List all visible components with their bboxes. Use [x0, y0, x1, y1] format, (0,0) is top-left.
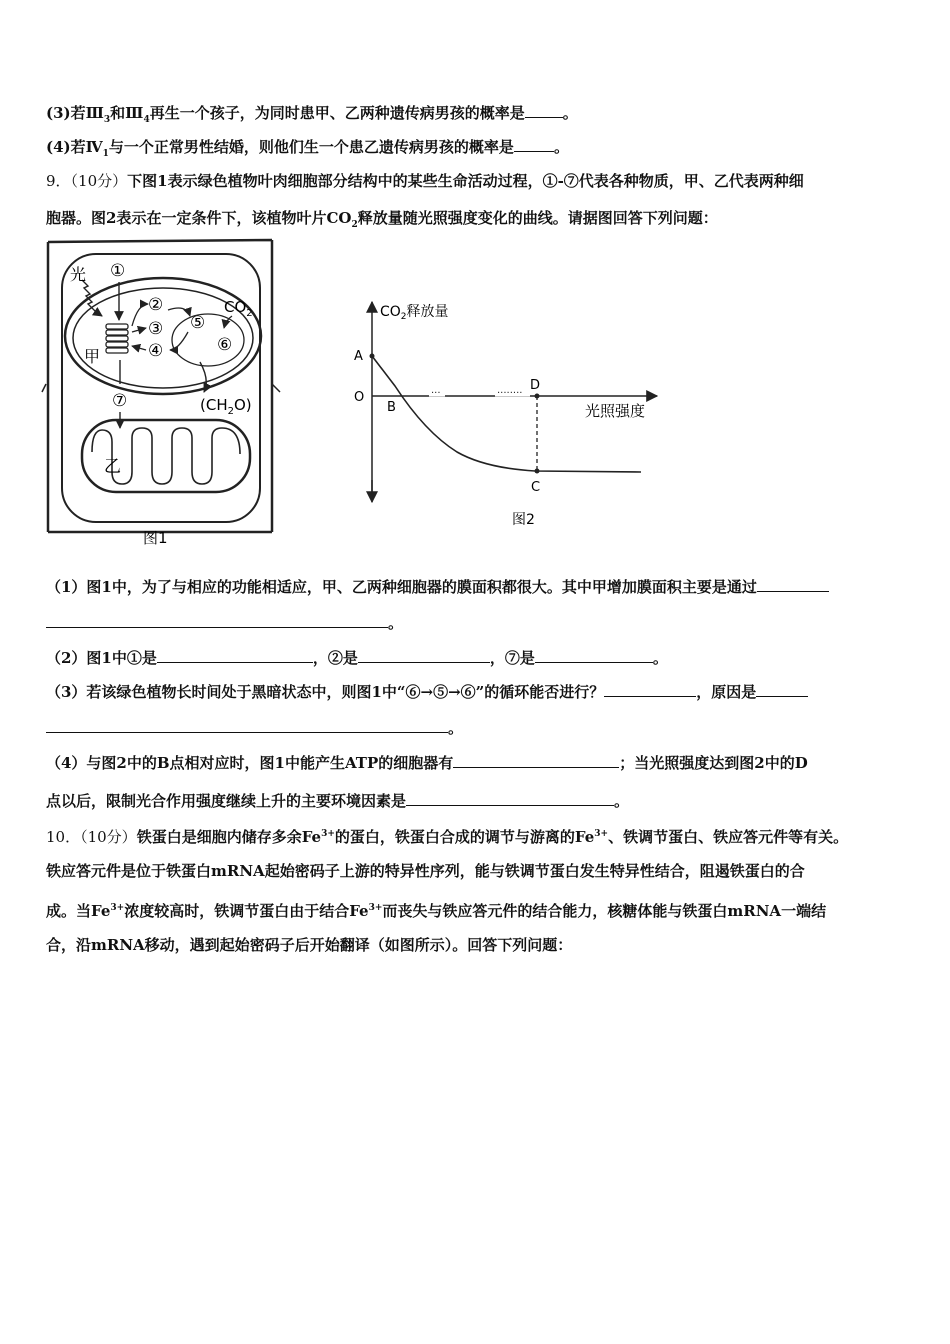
subq-3-line1 [46, 681, 808, 702]
figure-1-leaf-cell [40, 232, 290, 550]
text: 成。当Fe [46, 902, 111, 920]
subq-2-line [46, 647, 668, 668]
answer-blank[interactable] [757, 576, 829, 592]
label-1: ① [110, 261, 126, 281]
question-10-line3 [46, 898, 826, 921]
label-O: O [354, 390, 365, 405]
answer-blank[interactable] [406, 790, 614, 806]
subscript: 3 [103, 115, 111, 125]
figure-2-co2-curve [345, 290, 665, 535]
question-number: 9．（10分） [46, 172, 128, 190]
text: 、铁调节蛋白、铁应答元件等有关。 [608, 828, 849, 846]
superscript: 3+ [110, 903, 125, 913]
subscript: 2 [351, 220, 358, 230]
question-9-stem-line2 [46, 208, 718, 235]
subscript: 4 [143, 115, 150, 125]
text: (3)若Ⅲ [46, 104, 104, 122]
svg-text:···: ··· [431, 388, 441, 399]
subq-4-line2 [46, 790, 629, 811]
label-7: ⑦ [112, 391, 128, 411]
label-C: C [531, 480, 541, 495]
answer-blank[interactable] [46, 612, 388, 628]
superscript: 3+ [368, 903, 383, 913]
superscript: 3+ [321, 829, 335, 839]
answer-blank[interactable] [514, 136, 554, 152]
label-5: ⑤ [190, 313, 206, 333]
figure-2-caption: 图2 [512, 512, 535, 528]
text: 点以后，限制光合作用强度继续上升的主要环境因素是 [46, 792, 407, 810]
text: 。 [652, 649, 668, 667]
point-A [370, 354, 375, 359]
text: 。 [388, 614, 404, 632]
label-A: A [354, 349, 363, 364]
answer-blank[interactable] [157, 647, 313, 663]
text: 。 [448, 719, 464, 737]
text: （2）图1中①是 [46, 649, 157, 667]
text: ，原因是 [696, 683, 757, 701]
figure-1-caption: 图1 [143, 529, 168, 547]
text: (4)若Ⅳ [46, 138, 103, 156]
text: 。 [562, 104, 578, 122]
subq-4-line1 [46, 752, 808, 773]
question-4-line [46, 136, 569, 164]
answer-blank[interactable] [453, 752, 619, 768]
question-3-line [46, 102, 578, 130]
y-axis-label: $CO_2$释放量 [380, 304, 449, 322]
label-3: ③ [148, 319, 164, 339]
ch2o-label: $(CH_2O)$ [200, 396, 252, 417]
text: 下图1表示绿色植物叶肉细胞部分结构中的某些生命活动过程，①-⑦代表各种物质，甲、乙代表两种细 [127, 172, 804, 190]
text: 的蛋白，铁蛋白合成的调节与游离的Fe [334, 828, 595, 846]
answer-blank[interactable] [535, 647, 653, 663]
text: 再生一个孩子，为同时患甲、乙两种遗传病男孩的概率是 [149, 104, 525, 122]
subq-3-line2 [46, 717, 463, 738]
label-4: ④ [148, 341, 164, 361]
thylakoid-stack [106, 324, 128, 353]
question-9-stem-line1 [46, 171, 804, 191]
subscript: 1 [102, 149, 109, 159]
mitochondrion-label: 乙 [104, 457, 121, 477]
superscript: 3+ [594, 829, 609, 839]
text: 合，沿mRNA移动，遇到起始密码子后开始翻译（如图所示）。回答下列问题： [46, 936, 573, 954]
text: 铁应答元件是位于铁蛋白mRNA起始密码子上游的特异性序列，能与铁调节蛋白发生特异性结合，阻遏铁蛋白的合 [46, 862, 805, 880]
text: 。 [553, 138, 569, 156]
answer-blank[interactable] [604, 681, 696, 697]
text: 。 [614, 792, 630, 810]
answer-blank[interactable] [46, 717, 448, 733]
x-axis-label: 光照强度 [585, 402, 646, 420]
text: 胞器。图2表示在一定条件下，该植物叶片CO [46, 209, 352, 227]
text: （1）图1中，为了与相应的功能相适应，甲、乙两种细胞器的膜面积都很大。其中甲增加膜面积主要是通过 [46, 578, 757, 596]
question-10-line2 [46, 861, 805, 881]
answer-blank[interactable] [756, 681, 808, 697]
text: 和Ⅲ [110, 104, 144, 122]
light-label: 光 [70, 265, 87, 284]
subq-1-line2 [46, 612, 403, 633]
label-B: B [387, 400, 396, 415]
text: 释放量随光照强度变化的曲线。请据图回答下列问题： [357, 209, 718, 227]
question-10-line4 [46, 935, 572, 955]
light-arrow [82, 280, 102, 316]
answer-blank[interactable] [525, 102, 563, 118]
text: ；当光照强度达到图2中的D [619, 754, 808, 772]
label-D: D [530, 378, 541, 393]
co2-label: $CO_2$ [224, 298, 253, 319]
subq-1-line1 [46, 576, 829, 597]
question-number: 10．（10分） [46, 828, 137, 846]
svg-text:········: ········ [497, 388, 523, 399]
text: ，②是 [312, 649, 358, 667]
text: 浓度较高时，铁调节蛋白由于结合Fe [124, 902, 369, 920]
text: ，⑦是 [489, 649, 535, 667]
text: （4）与图2中的B点相对应时，图1中能产生ATP的细胞器有 [46, 754, 454, 772]
text: （3）若该绿色植物长时间处于黑暗状态中，则图1中“⑥→⑤→⑥”的循环能否进行？ [46, 683, 605, 701]
chloroplast-label: 甲 [84, 347, 101, 366]
label-2: ② [148, 295, 164, 315]
text: 而丧失与铁应答元件的结合能力，核糖体能与铁蛋白mRNA一端结 [382, 902, 827, 920]
label-6: ⑥ [217, 335, 233, 355]
question-10-line1 [46, 824, 848, 847]
answer-blank[interactable] [358, 647, 490, 663]
text: 铁蛋白是细胞内储存多余Fe [136, 828, 322, 846]
text: 与一个正常男性结婚，则他们生一个患乙遗传病男孩的概率是 [108, 138, 514, 156]
